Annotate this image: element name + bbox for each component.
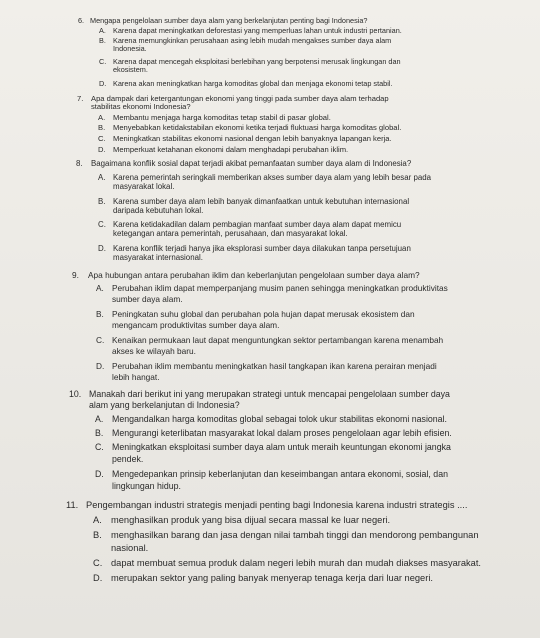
option-text: Karena memungkinkan perusahaan asing lebih mudah mengakses sumber daya alam xyxy=(113,36,392,45)
option-text: daripada kebutuhan lokal. xyxy=(113,206,204,215)
option-text: Mengedepankan prinsip keberlanjutan dan keseimbangan antara ekonomi, sosial, dan xyxy=(112,469,448,479)
option-letter: D. xyxy=(98,145,106,154)
question-stem: Mengapa pengelolaan sumber daya alam yang berkelanjutan penting bagi Indonesia? xyxy=(90,16,368,25)
option-text: masyarakat lokal. xyxy=(113,182,175,191)
option-letter: D. xyxy=(95,469,104,479)
option-text: Karena pemerintah seringkali memberikan akses sumber daya alam yang lebih besar pada xyxy=(113,173,431,182)
option-letter: A. xyxy=(96,283,104,293)
option-text: Peningkatan suhu global dan perubahan pola hujan dapat merusak ekosistem dan xyxy=(112,309,415,319)
option-letter: D. xyxy=(98,244,106,253)
option-letter: C. xyxy=(98,134,106,143)
option-text: Perubahan iklim dapat memperpanjang musim panen sehingga meningkatkan produktivitas xyxy=(112,283,448,293)
question-stem: stabilitas ekonomi Indonesia? xyxy=(91,102,191,111)
option-letter: A. xyxy=(98,173,106,182)
option-text: Menyebabkan ketidakstabilan ekonomi ketika terjadi fluktuasi harga komoditas global. xyxy=(113,123,402,132)
option-letter: C. xyxy=(99,57,107,66)
option-letter: C. xyxy=(98,220,106,229)
option-letter: A. xyxy=(99,26,106,35)
option-text: Memperkuat ketahanan ekonomi dalam menghadapi perubahan iklim. xyxy=(113,145,349,154)
question-number: 11. xyxy=(66,500,79,510)
option-letter: D. xyxy=(96,361,105,371)
option-text: sumber daya alam. xyxy=(112,294,183,304)
option-letter: B. xyxy=(95,428,104,438)
option-text: ekosistem. xyxy=(113,65,148,74)
option-text: masyarakat internasional. xyxy=(113,253,203,262)
option-text: Karena dapat meningkatkan deforestasi yang memperluas lahan untuk industri pertanian. xyxy=(113,26,402,35)
option-text: menghasilkan barang dan jasa dengan nilai tambah tinggi dan mendorong pembangunan xyxy=(111,530,479,540)
option-text: Membantu menjaga harga komoditas tetap stabil di pasar global. xyxy=(113,113,331,122)
option-text: Mengandalkan harga komoditas global sebagai tolok ukur stabilitas ekonomi nasional. xyxy=(112,414,447,424)
option-text: Karena dapat mencegah eksploitasi berlebihan yang berpotensi merusak lingkungan dan xyxy=(113,57,401,66)
option-letter: C. xyxy=(95,442,104,452)
option-letter: D. xyxy=(99,79,107,88)
option-text: Kenaikan permukaan laut dapat menguntungkan sektor pertambangan karena menambah xyxy=(112,335,444,345)
option-text: Meningkatkan stabilitas ekonomi nasional dengan lebih banyaknya lapangan kerja. xyxy=(113,134,392,143)
option-letter: B. xyxy=(96,309,104,319)
question-stem: Apa hubungan antara perubahan iklim dan keberlanjutan pengelolaan sumber daya alam? xyxy=(88,270,420,280)
option-text: merupakan sektor yang paling banyak menyerap tenaga kerja dari luar negeri. xyxy=(111,573,433,583)
question-number: 9. xyxy=(72,270,79,280)
option-text: Indonesia. xyxy=(113,44,147,53)
option-text: ketegangan antara pemerintah, perusahaan, dan masyarakat lokal. xyxy=(113,229,348,238)
option-letter: A. xyxy=(98,113,106,122)
option-text: dapat membuat semua produk dalam negeri lebih murah dan mudah diakses masyarakat. xyxy=(111,558,482,568)
option-letter: A. xyxy=(93,515,102,525)
question-number: 7. xyxy=(77,94,84,103)
question-stem: Bagaimana konflik sosial dapat terjadi akibat pemanfaatan sumber daya alam di Indonesia? xyxy=(91,159,412,168)
question-stem: Apa dampak dari ketergantungan ekonomi yang tinggi pada sumber daya alam terhadap xyxy=(91,94,389,103)
question-stem: Pengembangan industri strategis menjadi penting bagi Indonesia karena industri strategis .... xyxy=(86,500,468,510)
option-letter: B. xyxy=(98,197,106,206)
option-text: pendek. xyxy=(112,454,144,464)
option-letter: D. xyxy=(93,573,103,583)
option-letter: B. xyxy=(93,530,102,540)
option-text: menghasilkan produk yang bisa dijual secara massal ke luar negeri. xyxy=(111,515,391,525)
option-text: Karena akan meningkatkan harga komoditas global dan menjaga ekonomi tetap stabil. xyxy=(113,79,393,88)
option-letter: B. xyxy=(98,123,106,132)
option-text: Karena sumber daya alam lebih banyak dimanfaatkan untuk kebutuhan internasional xyxy=(113,197,410,206)
option-text: Perubahan iklim membantu meningkatkan hasil tangkapan ikan karena perairan menjadi xyxy=(112,361,437,371)
option-letter: C. xyxy=(93,558,103,568)
question-number: 8. xyxy=(76,159,83,168)
question-number: 6. xyxy=(78,16,85,25)
question-stem: Manakah dari berikut ini yang merupakan strategi untuk mencapai pengelolaan sumber daya xyxy=(89,389,450,399)
option-text: Meningkatkan eksploitasi sumber daya alam untuk meraih keuntungan ekonomi jangka xyxy=(112,442,451,452)
option-letter: C. xyxy=(96,335,105,345)
option-text: lingkungan hidup. xyxy=(112,481,181,491)
option-text: mengancam produktivitas sumber daya alam. xyxy=(112,320,280,330)
option-text: lebih hangat. xyxy=(112,372,160,382)
option-text: Mengurangi keterlibatan masyarakat lokal dalam proses pengelolaan agar lebih efisien. xyxy=(112,428,452,438)
question-number: 10. xyxy=(69,389,82,399)
option-letter: A. xyxy=(95,414,104,424)
question-stem: alam yang berkelanjutan di Indonesia? xyxy=(89,400,240,410)
option-text: akses ke wilayah baru. xyxy=(112,346,196,356)
option-text: Karena konflik terjadi hanya jika eksplorasi sumber daya dilakukan tanpa persetujuan xyxy=(113,244,411,253)
option-text: Karena ketidakadilan dalam pembagian manfaat sumber daya alam dapat memicu xyxy=(113,220,402,229)
option-text: nasional. xyxy=(111,543,149,553)
option-letter: B. xyxy=(99,36,106,45)
